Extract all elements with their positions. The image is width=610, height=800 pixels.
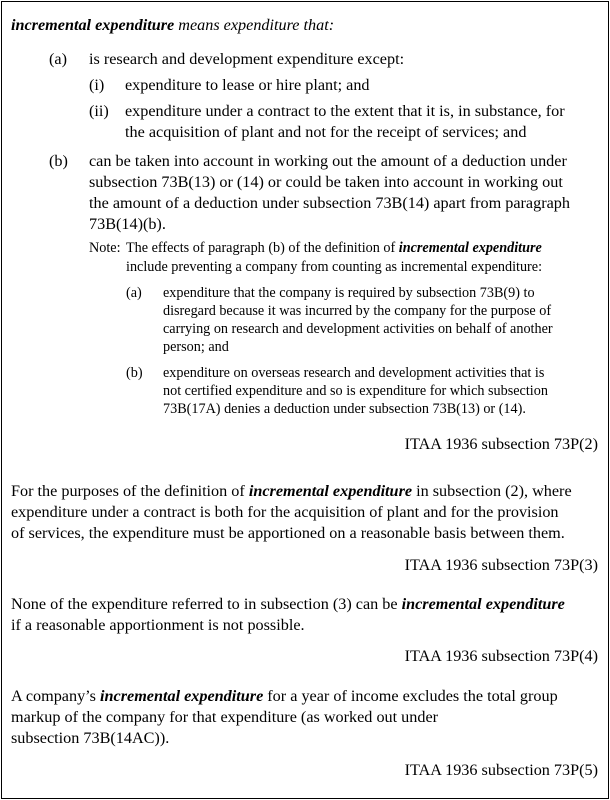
note-a-line3: carrying on research and development activities on behalf of another: [163, 321, 553, 337]
para4-term: incremental expenditure: [100, 687, 264, 705]
note-line1: [126, 239, 542, 257]
item-a-label: (a): [49, 50, 67, 68]
item-b-line4: 73B(14)(b).: [89, 215, 166, 233]
note-a-line2: disregard because it was incurred by the company for the purpose of: [163, 303, 552, 319]
para3-line1: [11, 594, 565, 615]
item-b-line2: subsection 73B(13) or (14) or could be taken into account in working out: [89, 173, 563, 191]
para2-line1-post: in subsection (2), where: [416, 482, 572, 500]
para4-line1-pre: A company’s: [11, 687, 96, 705]
note-line2: include preventing a company from counting as incremental expenditure:: [126, 259, 543, 275]
para4-line1: [11, 686, 558, 707]
para3-term: incremental expenditure: [401, 595, 565, 613]
definition-intro: means expenditure that:: [178, 16, 335, 34]
reference-73p2: ITAA 1936 subsection 73P(2): [404, 435, 598, 453]
note-label: Note:: [89, 240, 121, 256]
note-a-line4: person; and: [163, 339, 229, 355]
note-line1-text: The effects of paragraph (b) of the definition of: [126, 240, 396, 256]
para2-line2: expenditure under a contract is both for the acquisition of plant and for the provision: [11, 503, 559, 521]
note-term: incremental expenditure: [398, 240, 542, 256]
note-a-label: (a): [126, 285, 142, 301]
item-a-ii-label: (ii): [89, 102, 109, 120]
para2-line1-pre: For the purposes of the definition of: [11, 482, 245, 500]
item-a-i-text: expenditure to lease or hire plant; and: [125, 76, 370, 94]
note-b-line3: 73B(17A) denies a deduction under subsection 73B(13) or (14).: [163, 401, 526, 417]
para4-line1-post: for a year of income excludes the total group: [267, 687, 558, 705]
para2-term: incremental expenditure: [248, 482, 413, 500]
item-a-ii-line1: expenditure under a contract to the extent that it is, in substance, for: [125, 102, 565, 120]
note-b-line1: expenditure on overseas research and development activities that is: [163, 365, 545, 381]
reference-73p3: ITAA 1936 subsection 73P(3): [404, 556, 598, 574]
item-a-i-label: (i): [89, 76, 105, 94]
reference-73p5: ITAA 1936 subsection 73P(5): [404, 761, 598, 779]
definition-heading: [11, 15, 334, 36]
para2-line3: of services, the expenditure must be apportioned on a reasonable basis between them.: [11, 524, 565, 542]
item-a-text: is research and development expenditure except:: [89, 50, 405, 68]
item-b-line3: the amount of a deduction under subsection 73B(14) apart from paragraph: [89, 194, 570, 212]
note-a-line1: expenditure that the company is required by subsection 73B(9) to: [163, 285, 535, 301]
para3-line2: if a reasonable apportionment is not possible.: [11, 616, 305, 634]
para3-line1-pre: None of the expenditure referred to in subsection (3) can be: [11, 595, 398, 613]
item-b-label: (b): [49, 152, 68, 170]
reference-73p4: ITAA 1936 subsection 73P(4): [404, 647, 598, 665]
item-b-line1: can be taken into account in working out the amount of a deduction under: [89, 152, 567, 170]
note-b-line2: not certified expenditure and so is expenditure for which subsection: [163, 383, 548, 399]
para2-line1: [11, 481, 572, 502]
note-b-label: (b): [126, 365, 143, 381]
para4-line2: markup of the company for that expenditure (as worked out under: [11, 708, 439, 726]
item-a-ii-line2: the acquisition of plant and not for the receipt of services; and: [125, 123, 527, 141]
para4-line3: subsection 73B(14AC)).: [11, 729, 170, 747]
defined-term: incremental expenditure: [11, 16, 175, 34]
